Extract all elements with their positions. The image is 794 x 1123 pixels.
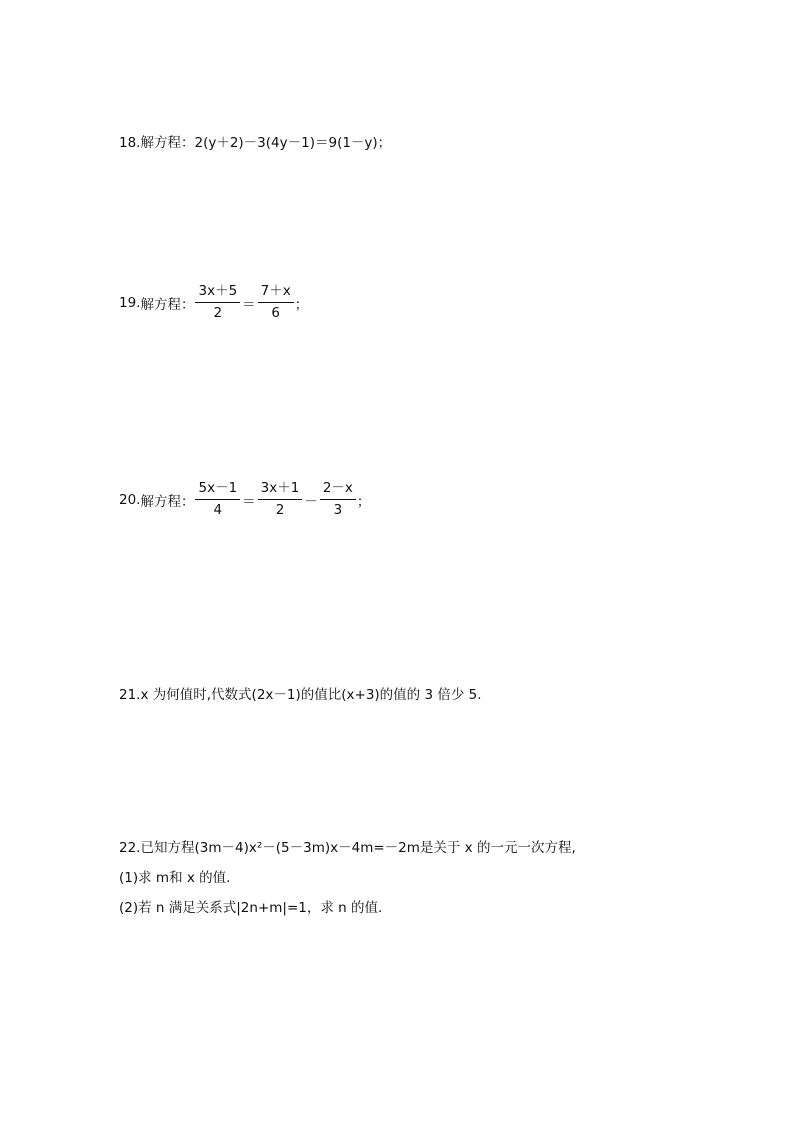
problem-number: 20. (119, 491, 141, 508)
equation: 2(y＋2)－3(4y－1)＝9(1－y)； (194, 135, 392, 151)
fraction (258, 480, 303, 519)
sub-question-2: (2)若 n 满足关系式|2n+m|=1，求 n 的值. (119, 900, 383, 916)
problem-prefix: 解方程： (140, 296, 195, 313)
problem-22 (119, 838, 576, 918)
sub-question-1: (1)求 m和 x 的值. (119, 870, 231, 886)
problem-number: 18. (119, 135, 141, 151)
problem-19 (119, 283, 308, 322)
minus-sign: － (304, 493, 318, 510)
denominator: 3 (333, 502, 343, 518)
equals-sign: ＝ (242, 296, 256, 313)
numerator: 2－x (322, 480, 353, 496)
problem-prefix: 解方程： (140, 135, 195, 151)
denominator: 2 (213, 305, 223, 321)
end-mark: ； (294, 296, 309, 313)
denominator: 6 (271, 305, 280, 321)
numerator: 5x－1 (198, 480, 238, 496)
problem-statement (119, 838, 576, 858)
numerator: 3x＋5 (198, 283, 238, 299)
fraction (195, 480, 240, 519)
problem-number: 22. (119, 840, 141, 856)
end-mark: ； (356, 493, 371, 510)
fraction (320, 480, 356, 519)
equals-sign: ＝ (242, 493, 256, 510)
fraction (258, 283, 294, 322)
problem-prefix: 解方程： (140, 493, 195, 510)
numerator: 7＋x (260, 283, 291, 299)
problem-number: 19. (119, 294, 141, 311)
problem-20 (119, 480, 370, 519)
problem-text: 已知方程(3m－4)x²－(5－3m)x－4m=－2m是关于 x 的一元一次方程, (140, 840, 576, 856)
problem-text: x 为何值时,代数式(2x－1)的值比(x+3)的值的 3 倍少 5. (140, 687, 482, 703)
problem-number: 21. (119, 687, 141, 703)
problem-18 (119, 131, 391, 151)
denominator: 4 (213, 502, 223, 518)
fraction (195, 283, 240, 322)
numerator: 3x＋1 (260, 480, 300, 496)
problem-21 (119, 683, 482, 703)
denominator: 2 (275, 502, 285, 518)
